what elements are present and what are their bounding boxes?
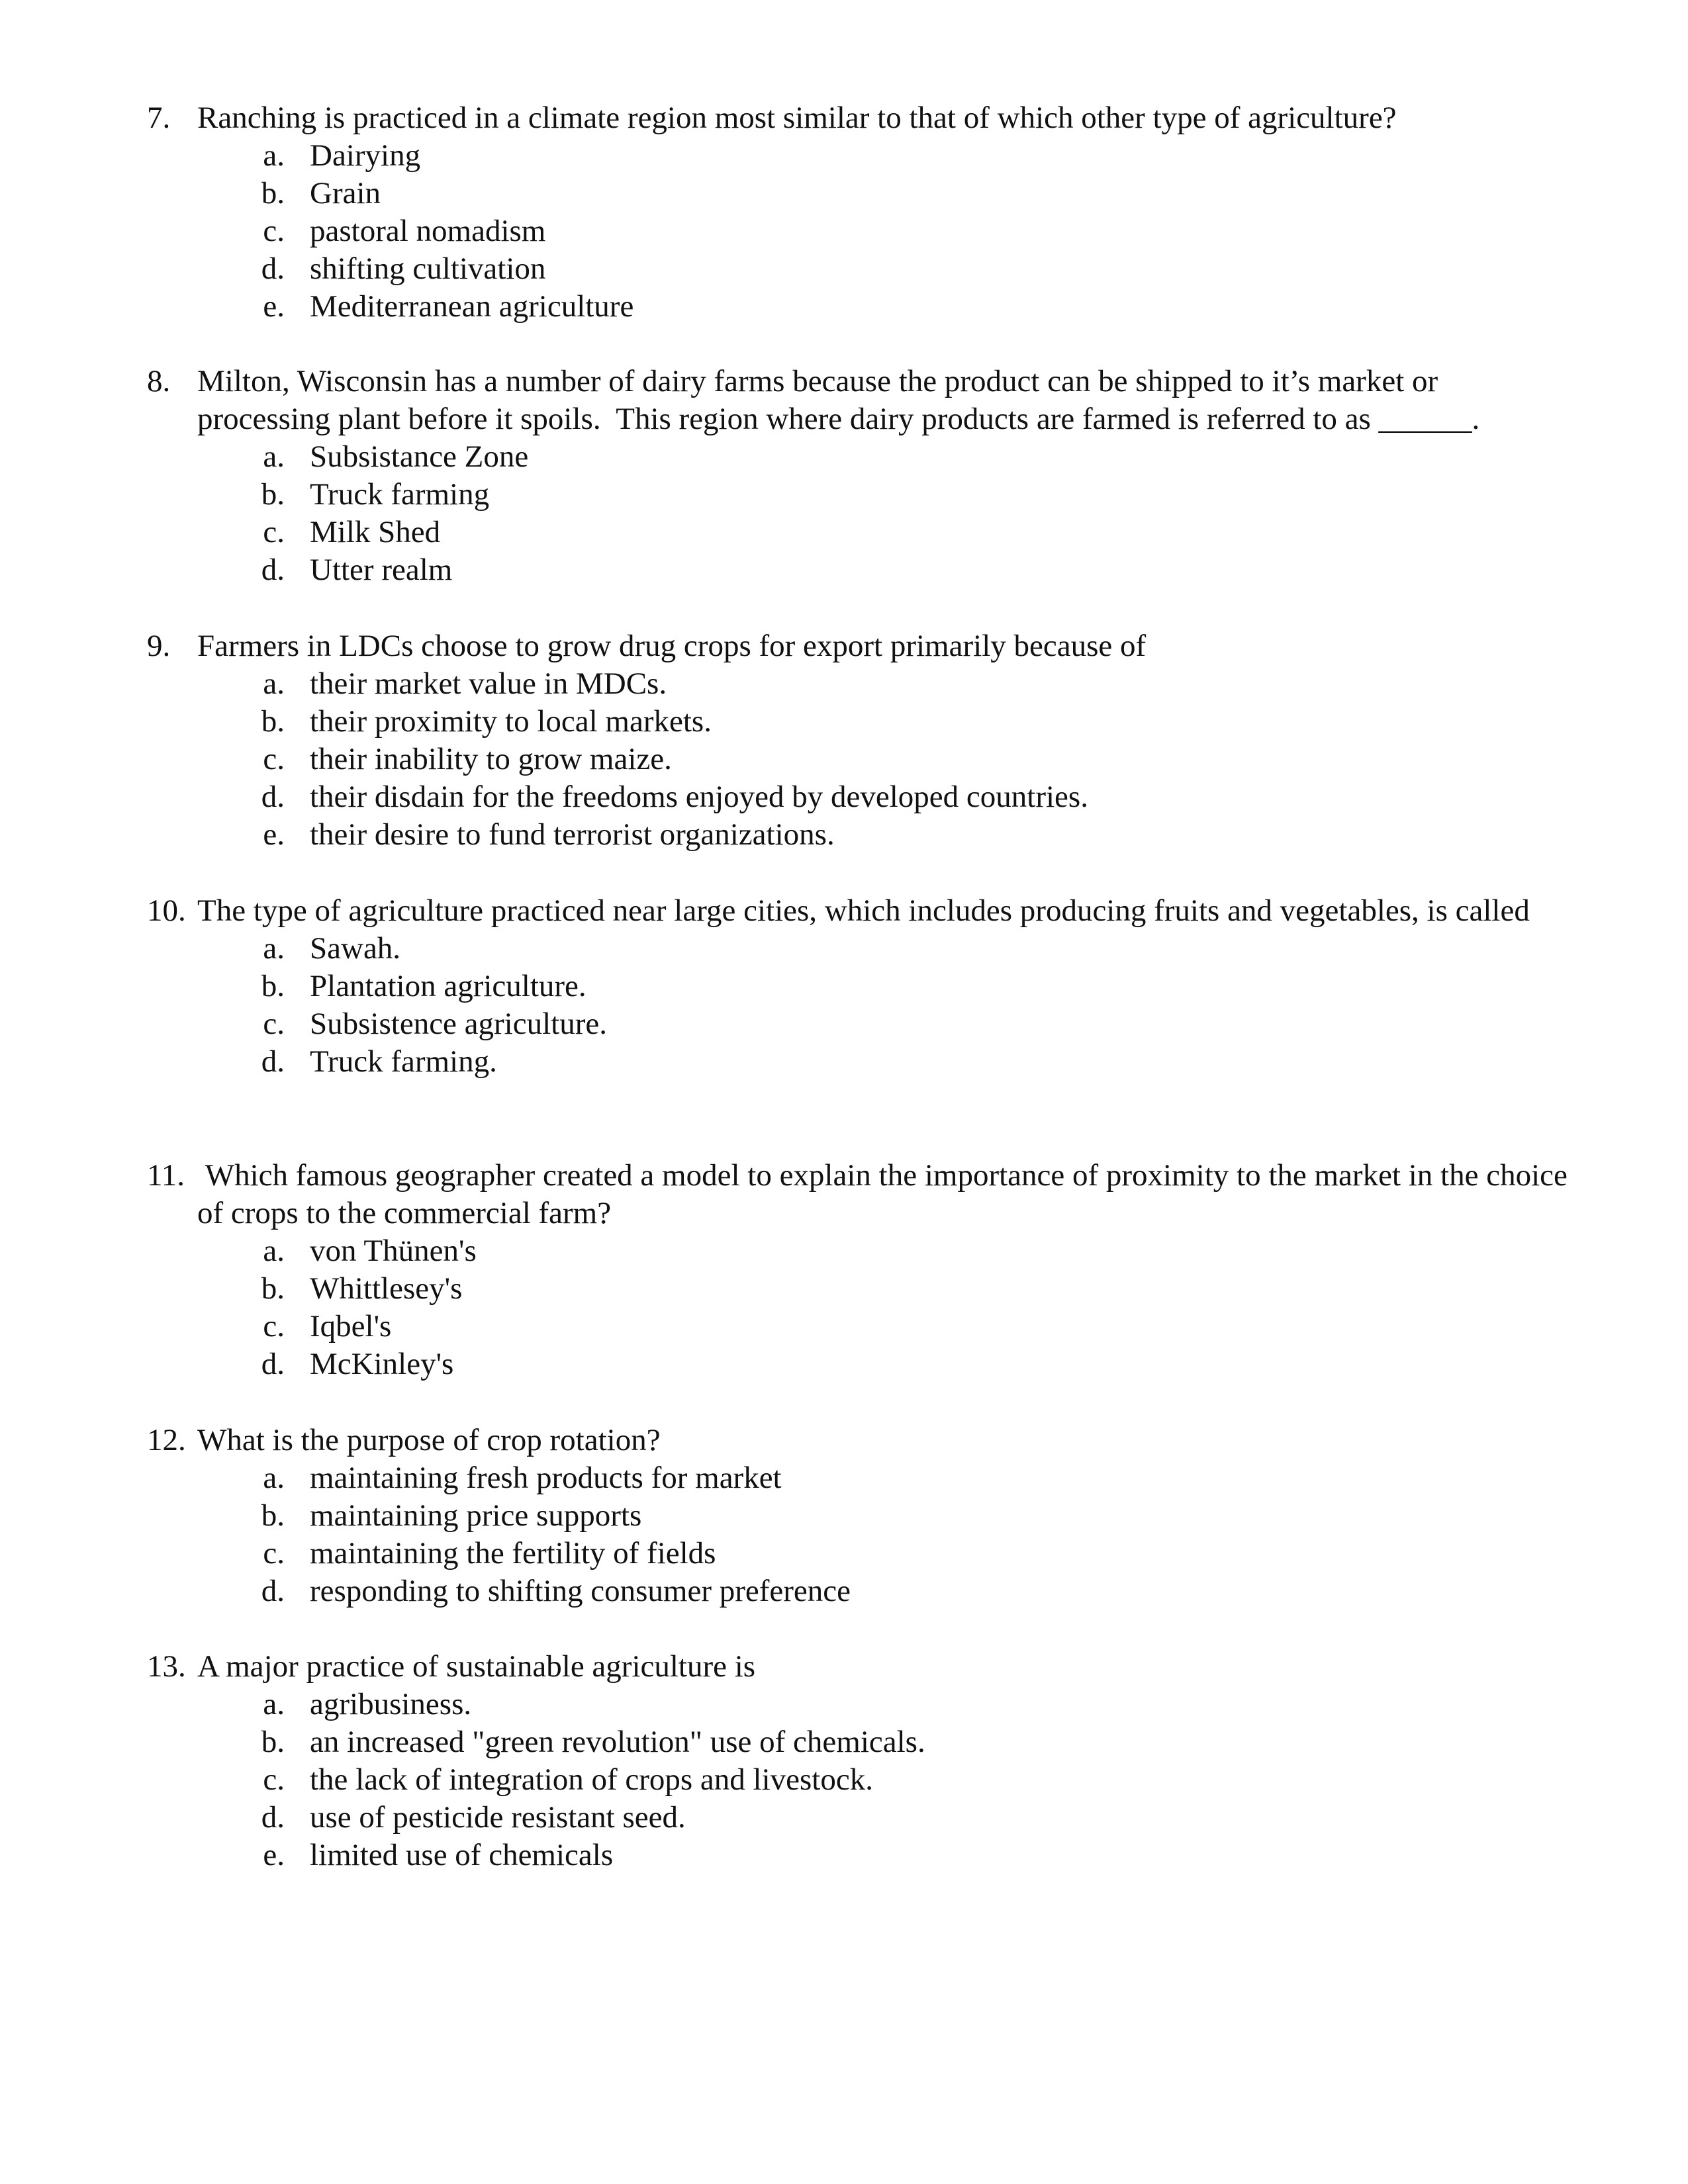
answer-options <box>147 137 1577 326</box>
answer-option-b <box>147 1497 1577 1535</box>
option-letter: d. <box>261 1574 285 1608</box>
option-letter: a. <box>263 1234 285 1268</box>
option-text: McKinley's <box>310 1347 454 1381</box>
answer-option-d <box>147 1799 1577 1837</box>
option-letter: a. <box>263 439 285 474</box>
answer-option-b <box>147 968 1577 1005</box>
question-number: 12. <box>147 1423 186 1457</box>
option-text: von Thünen's <box>310 1234 477 1268</box>
option-text: their proximity to local markets. <box>310 704 712 739</box>
option-text: responding to shifting consumer preference <box>310 1574 851 1608</box>
answer-option-a <box>147 930 1577 968</box>
option-text: pastoral nomadism <box>310 214 546 248</box>
answer-option-c <box>147 212 1577 250</box>
option-text: Whittlesey's <box>310 1271 463 1306</box>
answer-options <box>147 1686 1577 1874</box>
answer-option-d <box>147 778 1577 816</box>
option-text: an increased "green revolution" use of chemicals. <box>310 1725 925 1759</box>
question-9 <box>147 627 1577 854</box>
option-text: agribusiness. <box>310 1687 472 1721</box>
option-letter: e. <box>263 1838 285 1872</box>
answer-option-d <box>147 1345 1577 1383</box>
answer-option-b <box>147 476 1577 514</box>
answer-options <box>147 1232 1577 1383</box>
question-13 <box>147 1648 1577 1874</box>
answer-options <box>147 665 1577 854</box>
answer-option-b <box>147 175 1577 212</box>
option-text: Truck farming <box>310 477 490 512</box>
answer-option-e <box>147 1837 1577 1874</box>
answer-option-c <box>147 1761 1577 1799</box>
option-letter: d. <box>261 780 285 814</box>
question-10 <box>147 892 1577 1081</box>
question-number: 9. <box>147 629 171 663</box>
option-text: maintaining the fertility of fields <box>310 1536 716 1570</box>
option-letter: d. <box>261 553 285 587</box>
question-8 <box>147 363 1577 589</box>
answer-option-b <box>147 1723 1577 1761</box>
answer-option-c <box>147 1535 1577 1572</box>
answer-option-a <box>147 1459 1577 1497</box>
answer-option-e <box>147 816 1577 854</box>
answer-option-a <box>147 137 1577 175</box>
option-letter: e. <box>263 817 285 852</box>
question-number: 13. <box>147 1649 186 1684</box>
option-letter: d. <box>261 1347 285 1381</box>
option-letter: a. <box>263 1461 285 1495</box>
answer-option-e <box>147 288 1577 326</box>
question-text: Ranching is practiced in a climate region most similar to that of which other type of agriculture? <box>197 101 1397 135</box>
option-text: Plantation agriculture. <box>310 969 586 1003</box>
question-12 <box>147 1422 1577 1610</box>
option-text: their disdain for the freedoms enjoyed by developed countries. <box>310 780 1088 814</box>
option-letter: c. <box>263 1536 285 1570</box>
question-text: The type of agriculture practiced near large cities, which includes producing fruits and vegetables, is called <box>197 893 1530 928</box>
answer-options <box>147 438 1577 589</box>
option-letter: b. <box>261 477 285 512</box>
question-11 <box>147 1157 1577 1383</box>
answer-option-d <box>147 551 1577 589</box>
answer-options <box>147 930 1577 1081</box>
option-letter: b. <box>261 969 285 1003</box>
option-letter: c. <box>263 1762 285 1797</box>
answer-option-a <box>147 1232 1577 1270</box>
answer-option-b <box>147 1270 1577 1308</box>
option-letter: c. <box>263 214 285 248</box>
answer-option-a <box>147 665 1577 703</box>
option-text: Sawah. <box>310 931 401 966</box>
question-text: Milton, Wisconsin has a number of dairy farms because the product can be shipped to it’s market or processing plant before it spoils. This region where dairy products are farmed is referred to as ______. <box>197 364 1480 436</box>
option-text: Subsistence agriculture. <box>310 1007 607 1041</box>
option-text: their inability to grow maize. <box>310 742 672 776</box>
option-text: Grain <box>310 176 381 210</box>
answer-option-c <box>147 1005 1577 1043</box>
option-text: maintaining price supports <box>310 1498 642 1533</box>
option-text: their market value in MDCs. <box>310 666 667 701</box>
option-text: Milk Shed <box>310 515 441 549</box>
answer-option-a <box>147 438 1577 476</box>
option-letter: b. <box>261 1725 285 1759</box>
option-letter: c. <box>263 515 285 549</box>
answer-option-a <box>147 1686 1577 1723</box>
option-text: Mediterranean agriculture <box>310 289 634 324</box>
question-7 <box>147 99 1577 326</box>
question-number: 7. <box>147 101 171 135</box>
option-text: maintaining fresh products for market <box>310 1461 782 1495</box>
option-letter: c. <box>263 1309 285 1343</box>
option-letter: c. <box>263 742 285 776</box>
answer-option-d <box>147 1572 1577 1610</box>
question-text: Farmers in LDCs choose to grow drug crops for export primarily because of <box>197 629 1147 663</box>
answer-options <box>147 1459 1577 1610</box>
option-letter: a. <box>263 931 285 966</box>
option-text: Truck farming. <box>310 1044 497 1079</box>
answer-option-b <box>147 703 1577 741</box>
option-letter: a. <box>263 666 285 701</box>
option-text: limited use of chemicals <box>310 1838 614 1872</box>
answer-option-d <box>147 1043 1577 1081</box>
option-text: use of pesticide resistant seed. <box>310 1800 686 1835</box>
option-text: Dairying <box>310 138 421 173</box>
option-letter: b. <box>261 1271 285 1306</box>
question-text: Which famous geographer created a model to explain the importance of proximity to the market in the choice of crops to the commercial farm? <box>197 1158 1575 1230</box>
option-letter: d. <box>261 251 285 286</box>
option-text: shifting cultivation <box>310 251 546 286</box>
option-letter: b. <box>261 1498 285 1533</box>
answer-option-d <box>147 250 1577 288</box>
option-letter: d. <box>261 1044 285 1079</box>
answer-option-c <box>147 1308 1577 1345</box>
option-text: Subsistance Zone <box>310 439 529 474</box>
option-text: Utter realm <box>310 553 453 587</box>
option-letter: e. <box>263 289 285 324</box>
option-letter: d. <box>261 1800 285 1835</box>
option-letter: b. <box>261 176 285 210</box>
answer-option-c <box>147 741 1577 778</box>
question-number: 10. <box>147 893 186 928</box>
option-letter: b. <box>261 704 285 739</box>
question-text: A major practice of sustainable agriculture is <box>197 1649 756 1684</box>
option-letter: c. <box>263 1007 285 1041</box>
option-text: Iqbel's <box>310 1309 392 1343</box>
question-number: 11. <box>147 1158 185 1193</box>
answer-option-c <box>147 514 1577 551</box>
question-text: What is the purpose of crop rotation? <box>197 1423 661 1457</box>
option-letter: a. <box>263 138 285 173</box>
option-text: the lack of integration of crops and livestock. <box>310 1762 873 1797</box>
option-letter: a. <box>263 1687 285 1721</box>
option-text: their desire to fund terrorist organizations. <box>310 817 835 852</box>
question-number: 8. <box>147 364 171 398</box>
